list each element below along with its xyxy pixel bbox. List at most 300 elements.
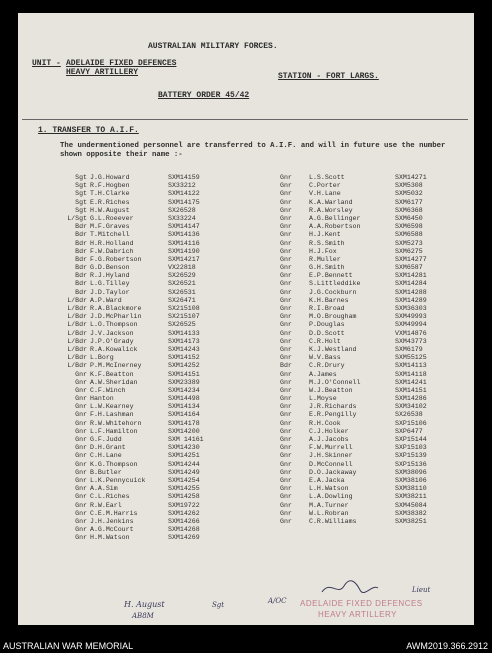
personnel-rank: Gnr — [280, 231, 292, 239]
personnel-row — [280, 182, 427, 190]
personnel-row — [52, 240, 204, 248]
personnel-rank: Bdr — [280, 362, 292, 370]
personnel-name: R.H.Cook — [309, 419, 341, 427]
personnel-row — [52, 469, 204, 477]
personnel-rank: Gnr — [280, 444, 292, 452]
footer-reference: AWM2019.366.2912 — [406, 641, 488, 651]
personnel-num: SXM14244 — [168, 460, 200, 468]
personnel-rank: L/Bdr — [67, 362, 87, 370]
personnel-row — [280, 305, 427, 313]
personnel-rank: L/Bdr — [67, 354, 87, 362]
personnel-name: J.P.O'Grady — [90, 337, 134, 345]
personnel-num: SXM34102 — [395, 403, 427, 411]
personnel-row — [280, 395, 427, 403]
personnel-row — [52, 534, 204, 542]
personnel-row — [280, 346, 427, 354]
personnel-num: SXM14289 — [395, 296, 427, 304]
personnel-rank: L/Bdr — [67, 345, 87, 353]
personnel-num: SXM6177 — [395, 198, 423, 206]
personnel-rank: Gnr — [280, 436, 292, 443]
personnel-num: SX26538 — [395, 411, 423, 419]
personnel-rank: Gnr — [75, 509, 87, 517]
personnel-num: SXM14266 — [168, 517, 200, 525]
personnel-name: W.V.Bass — [309, 354, 341, 362]
personnel-name: K.J.Westland — [309, 345, 357, 353]
personnel-name: C.R.Drury — [309, 362, 345, 370]
personnel-name: J.V.Jackson — [90, 329, 134, 337]
personnel-num: SXM14498 — [168, 395, 200, 403]
personnel-name: R.A.Kowalick — [90, 345, 138, 353]
personnel-rank: L/Bdr — [67, 337, 87, 345]
personnel-row — [52, 207, 204, 215]
personnel-num: SXM14241 — [395, 378, 427, 386]
personnel-rank: Gnr — [280, 354, 292, 362]
personnel-name: K.G.Thompson — [90, 460, 138, 468]
personnel-row — [280, 371, 427, 379]
personnel-num: SXP15139 — [395, 452, 427, 460]
personnel-row — [52, 411, 204, 419]
personnel-name: D.H.Grant — [90, 444, 126, 452]
personnel-row — [52, 190, 204, 198]
personnel-rank: L/Bdr — [67, 329, 87, 337]
personnel-row — [280, 493, 427, 501]
personnel-name: A.A.Sim — [90, 485, 118, 493]
unit-line-2: HEAVY ARTILLERY — [66, 68, 139, 77]
personnel-name: M.J.O'Connell — [309, 378, 361, 386]
personnel-rank: Sgt — [75, 190, 87, 198]
personnel-row — [52, 395, 204, 403]
personnel-rank: Gnr — [75, 452, 87, 460]
personnel-num: SXM14249 — [168, 468, 200, 476]
personnel-rank: Gnr — [280, 190, 292, 198]
personnel-name: C.R.Holt — [309, 337, 341, 345]
personnel-rank: Gnr — [280, 321, 292, 329]
personnel-row — [280, 502, 427, 510]
personnel-rank: Gnr — [75, 460, 87, 468]
personnel-num: SXM5273 — [395, 239, 423, 247]
personnel-num: SXM14254 — [168, 476, 200, 484]
personnel-rank: Gnr — [280, 255, 292, 263]
personnel-name: L.W.Kearney — [90, 403, 134, 411]
intro-paragraph: The undermentioned personnel are transferred to A.I.F. and will in future use the number shown opposite their name :- — [60, 142, 446, 159]
personnel-num: SXM14151 — [395, 386, 427, 394]
personnel-rank: Gnr — [75, 370, 87, 378]
personnel-row — [52, 461, 204, 469]
personnel-num: SXM38106 — [395, 476, 427, 484]
personnel-num: SXM14284 — [395, 280, 427, 288]
personnel-row — [280, 510, 427, 518]
personnel-name: F.W.Murrell — [309, 444, 353, 452]
personnel-name: W.J.Beatton — [309, 386, 353, 394]
right-personnel-list — [280, 174, 427, 526]
personnel-name: R.F.Hogben — [90, 182, 130, 190]
personnel-name: C.R.Williams — [309, 517, 357, 525]
personnel-name: H.W.August — [90, 206, 130, 214]
personnel-rank: Gnr — [75, 427, 87, 435]
personnel-num: SXM6450 — [395, 214, 423, 222]
personnel-row — [280, 444, 427, 452]
personnel-row — [280, 321, 427, 329]
personnel-name: D.McConnell — [309, 460, 353, 468]
personnel-num: SXM14134 — [168, 403, 200, 411]
personnel-rank: Bdr — [75, 264, 87, 272]
footer-bar — [0, 639, 492, 653]
personnel-num: SX33212 — [168, 182, 196, 190]
personnel-name: A.James — [309, 370, 337, 378]
personnel-row — [52, 231, 204, 239]
personnel-row — [280, 248, 427, 256]
personnel-num: SXM14159 — [168, 174, 200, 181]
personnel-rank: Gnr — [280, 198, 292, 206]
personnel-rank: Gnr — [280, 485, 292, 493]
personnel-row — [280, 190, 427, 198]
personnel-rank: Gnr — [75, 493, 87, 501]
personnel-row — [52, 493, 204, 501]
personnel-name: L.K.Pennycuick — [90, 476, 146, 484]
personnel-rank: L/Bdr — [67, 313, 87, 321]
footer-credit: AUSTRALIAN WAR MEMORIAL — [3, 641, 134, 651]
personnel-rank: Gnr — [75, 526, 87, 534]
personnel-rank: Gnr — [75, 403, 87, 411]
personnel-name: C.J.Holker — [309, 427, 349, 435]
aoc-note: A/OC — [268, 597, 287, 605]
personnel-name: R.A.Blackmore — [90, 305, 142, 312]
personnel-row — [52, 502, 204, 510]
personnel-name: K.H.Barnes — [309, 296, 349, 304]
personnel-rank: Gnr — [280, 214, 292, 222]
personnel-num: SXM38382 — [395, 509, 427, 517]
personnel-name: G.F.Judd — [90, 436, 122, 443]
personnel-num: SXM5308 — [395, 182, 423, 190]
personnel-name: E.R.Riches — [90, 198, 130, 206]
personnel-name: E.P.Bennett — [309, 272, 353, 280]
personnel-num: SXM6598 — [395, 223, 423, 231]
personnel-name: D.O.Jackaway — [309, 468, 357, 476]
personnel-rank: Gnr — [280, 337, 292, 345]
personnel-row — [280, 387, 427, 395]
personnel-num: SX26521 — [168, 280, 196, 288]
personnel-name: R.I.Broad — [309, 305, 345, 312]
personnel-num: SXP15136 — [395, 460, 427, 468]
personnel-name: Hanton — [90, 395, 114, 403]
personnel-rank: Gnr — [280, 264, 292, 272]
personnel-row — [52, 354, 204, 362]
personnel-row — [52, 330, 204, 338]
personnel-row — [52, 420, 204, 428]
personnel-rank: Gnr — [280, 427, 292, 435]
personnel-row — [52, 289, 204, 297]
personnel-rank: Gnr — [280, 280, 292, 288]
personnel-name: H.J.Fox — [309, 247, 337, 255]
personnel-rank: Gnr — [280, 239, 292, 247]
personnel-row — [52, 518, 204, 526]
personnel-name: J.H.Skinner — [309, 452, 353, 460]
personnel-num: SXM14258 — [168, 493, 200, 501]
personnel-row — [280, 338, 427, 346]
personnel-rank: Bdr — [75, 288, 87, 296]
personnel-row — [52, 477, 204, 485]
personnel-rank: Gnr — [75, 468, 87, 476]
personnel-row — [280, 280, 427, 288]
personnel-rank: Gnr — [280, 452, 292, 460]
personnel-name: R.W.Earl — [90, 501, 122, 509]
personnel-num: VX22818 — [168, 264, 196, 272]
personnel-num: SXM14262 — [168, 509, 200, 517]
personnel-name: S.Littleddike — [309, 280, 361, 288]
personnel-num: SXM14118 — [395, 370, 427, 378]
personnel-rank: Gnr — [280, 182, 292, 190]
personnel-row — [52, 215, 204, 223]
personnel-name: J.R.Richards — [309, 403, 357, 411]
personnel-row — [280, 354, 427, 362]
personnel-rank: Gnr — [280, 419, 292, 427]
personnel-rank: Gnr — [75, 378, 87, 386]
personnel-name: R.A.Worsley — [309, 206, 353, 214]
personnel-num: SXM14152 — [168, 354, 200, 362]
unit-label: UNIT - — [32, 59, 61, 68]
personnel-name: A.G.Bellinger — [309, 214, 361, 222]
unit-line-1: ADELAIDE FIXED DEFENCES — [66, 59, 177, 68]
personnel-num: SXM19722 — [168, 501, 200, 509]
personnel-num: SXM6587 — [395, 264, 423, 272]
personnel-num: SXM14286 — [395, 395, 427, 403]
personnel-num: SXM14268 — [168, 526, 200, 534]
personnel-name: C.Porter — [309, 182, 341, 190]
personnel-row — [280, 256, 427, 264]
personnel-rank: Gnr — [75, 411, 87, 419]
personnel-row — [52, 321, 204, 329]
personnel-rank: Gnr — [75, 476, 87, 484]
personnel-num: SXM38211 — [395, 493, 427, 501]
personnel-row — [52, 526, 204, 534]
personnel-row — [280, 436, 427, 444]
personnel-row — [52, 346, 204, 354]
personnel-name: L.O.Thompson — [90, 321, 138, 329]
personnel-row — [52, 248, 204, 256]
unit-stamp-line-2: HEAVY ARTILLERY — [318, 610, 397, 619]
personnel-rank: L/Sgt — [67, 214, 87, 222]
personnel-rank: L/Bdr — [67, 296, 87, 304]
personnel-rank: Bdr — [75, 223, 87, 231]
personnel-name: V.H.Lane — [309, 190, 341, 198]
personnel-num: SXM6368 — [395, 206, 423, 214]
personnel-num: SXM 14161 — [168, 436, 204, 443]
personnel-num: SXM14277 — [395, 255, 427, 263]
ab-note: AB8M — [132, 612, 154, 620]
personnel-num: SXM43773 — [395, 337, 427, 345]
personnel-row — [280, 199, 427, 207]
personnel-name: L.Moyse — [309, 395, 337, 403]
personnel-row — [52, 272, 204, 280]
personnel-num: SXM14252 — [168, 362, 200, 370]
personnel-row — [280, 330, 427, 338]
personnel-rank: Gnr — [75, 485, 87, 493]
officer-signature-scrawl — [320, 578, 380, 598]
personnel-row — [280, 207, 427, 215]
divider-rule — [22, 119, 468, 120]
personnel-name: A.G.McCourt — [90, 526, 134, 534]
personnel-rank: Gnr — [75, 444, 87, 452]
personnel-num: VXM14876 — [395, 329, 427, 337]
personnel-rank: Bdr — [75, 239, 87, 247]
personnel-row — [280, 272, 427, 280]
personnel-num: SXM14234 — [168, 386, 200, 394]
personnel-num: SXM14190 — [168, 247, 200, 255]
personnel-name: A.P.Ward — [90, 296, 122, 304]
personnel-num: SX26525 — [168, 321, 196, 329]
personnel-row — [52, 452, 204, 460]
personnel-name: C.H.Lane — [90, 452, 122, 460]
personnel-num: SXM23389 — [168, 378, 200, 386]
personnel-row — [52, 199, 204, 207]
personnel-rank: Gnr — [280, 493, 292, 501]
personnel-num: SX215108 — [168, 305, 200, 312]
personnel-name: C.F.Winch — [90, 386, 126, 394]
personnel-row — [280, 477, 427, 485]
personnel-row — [52, 280, 204, 288]
personnel-num: SXM14133 — [168, 329, 200, 337]
personnel-row — [280, 452, 427, 460]
personnel-name: L.Borg — [90, 354, 114, 362]
personnel-rank: Gnr — [75, 501, 87, 509]
personnel-num: SXM14288 — [395, 288, 427, 296]
august-signature: H. August — [124, 600, 165, 609]
personnel-rank: Gnr — [280, 313, 292, 321]
personnel-rank: Gnr — [280, 223, 292, 231]
org-heading: AUSTRALIAN MILITARY FORCES. — [148, 42, 278, 51]
personnel-num: SXM49993 — [395, 313, 427, 321]
personnel-name: K.A.Warland — [309, 198, 353, 206]
left-personnel-list — [52, 174, 204, 542]
personnel-num: SXM5032 — [395, 190, 423, 198]
personnel-row — [280, 223, 427, 231]
personnel-num: SXM14116 — [168, 239, 200, 247]
personnel-num: SXM6588 — [395, 231, 423, 239]
personnel-num: SXM14271 — [395, 174, 427, 181]
personnel-row — [52, 510, 204, 518]
personnel-row — [52, 338, 204, 346]
personnel-name: L.F.Hamilton — [90, 427, 138, 435]
personnel-name: M.O.Brougham — [309, 313, 357, 321]
personnel-name: H.R.Holland — [90, 239, 134, 247]
personnel-name: G.H.Smith — [309, 264, 345, 272]
personnel-num: SXM49994 — [395, 321, 427, 329]
personnel-num: SXP15103 — [395, 444, 427, 452]
personnel-rank: Gnr — [280, 378, 292, 386]
personnel-num: SXM14122 — [168, 190, 200, 198]
personnel-num: SXM14113 — [395, 362, 427, 370]
sgt-note: Sgt — [212, 601, 225, 609]
personnel-name: R.J.Hyland — [90, 272, 130, 280]
personnel-num: SX26471 — [168, 296, 196, 304]
personnel-name: E.R.Pengilly — [309, 411, 357, 419]
personnel-num: SXM14173 — [168, 337, 200, 345]
personnel-row — [52, 362, 204, 370]
personnel-num: SXM14269 — [168, 534, 200, 542]
personnel-rank: Gnr — [280, 272, 292, 280]
personnel-num: SXM14151 — [168, 370, 200, 378]
personnel-num: SXM38096 — [395, 468, 427, 476]
personnel-row — [280, 297, 427, 305]
personnel-row — [280, 403, 427, 411]
personnel-num: SXM14164 — [168, 411, 200, 419]
personnel-name: D.D.Scott — [309, 329, 345, 337]
personnel-rank: Gnr — [280, 403, 292, 411]
personnel-rank: Bdr — [75, 280, 87, 288]
personnel-name: W.L.Robran — [309, 509, 349, 517]
personnel-rank: Gnr — [280, 329, 292, 337]
personnel-row — [52, 371, 204, 379]
personnel-row — [52, 444, 204, 452]
personnel-num: SXM6275 — [395, 247, 423, 255]
personnel-row — [52, 174, 204, 182]
personnel-name: F.W.Dabrich — [90, 247, 134, 255]
personnel-rank: Sgt — [75, 206, 87, 214]
personnel-name: R.S.Smith — [309, 239, 345, 247]
personnel-row — [280, 469, 427, 477]
personnel-name: R.W.Whitehorn — [90, 419, 142, 427]
personnel-num: SX26531 — [168, 288, 196, 296]
personnel-rank: Gnr — [280, 370, 292, 378]
personnel-row — [280, 428, 427, 436]
personnel-name: J.G.Cockburn — [309, 288, 357, 296]
personnel-name: C.L.Riches — [90, 493, 130, 501]
personnel-row — [280, 289, 427, 297]
personnel-row — [280, 485, 427, 493]
personnel-num: SXM45084 — [395, 501, 427, 509]
personnel-num: SXM14255 — [168, 485, 200, 493]
personnel-name: T.H.Clarke — [90, 190, 130, 198]
personnel-name: H.J.Kent — [309, 231, 341, 239]
personnel-row — [280, 379, 427, 387]
personnel-num: SX33224 — [168, 214, 196, 222]
personnel-rank: Gnr — [280, 305, 292, 312]
personnel-name: L.A.Dowling — [309, 493, 353, 501]
personnel-rank: Gnr — [280, 476, 292, 484]
personnel-name: P.Douglas — [309, 321, 345, 329]
personnel-rank: L/Bdr — [67, 305, 87, 312]
personnel-row — [52, 223, 204, 231]
personnel-name: J.D.McPharlin — [90, 313, 142, 321]
personnel-num: SXM14251 — [168, 452, 200, 460]
personnel-row — [52, 428, 204, 436]
personnel-rank: Bdr — [75, 272, 87, 280]
personnel-num: SXM38251 — [395, 517, 427, 525]
personnel-row — [52, 264, 204, 272]
personnel-name: H.M.Watson — [90, 534, 130, 542]
personnel-name: E.A.Jacka — [309, 476, 345, 484]
personnel-row — [52, 436, 204, 444]
personnel-rank: Gnr — [280, 345, 292, 353]
personnel-num: SX215107 — [168, 313, 200, 321]
personnel-num: SXM14175 — [168, 198, 200, 206]
personnel-num: SXM14147 — [168, 223, 200, 231]
personnel-rank: Gnr — [75, 419, 87, 427]
personnel-row — [280, 231, 427, 239]
personnel-rank: Bdr — [75, 231, 87, 239]
personnel-num: SXM55125 — [395, 354, 427, 362]
personnel-name: T.Mitchell — [90, 231, 130, 239]
personnel-name: J.D.Taylor — [90, 288, 130, 296]
personnel-name: F.G.Robertson — [90, 255, 142, 263]
personnel-name: M.A.Turner — [309, 501, 349, 509]
personnel-rank: Gnr — [280, 395, 292, 403]
personnel-num: SX26529 — [168, 272, 196, 280]
battery-order: BATTERY ORDER 45/42 — [158, 91, 250, 100]
personnel-name: M.F.Graves — [90, 223, 130, 231]
personnel-rank: Sgt — [75, 182, 87, 190]
personnel-row — [280, 313, 427, 321]
